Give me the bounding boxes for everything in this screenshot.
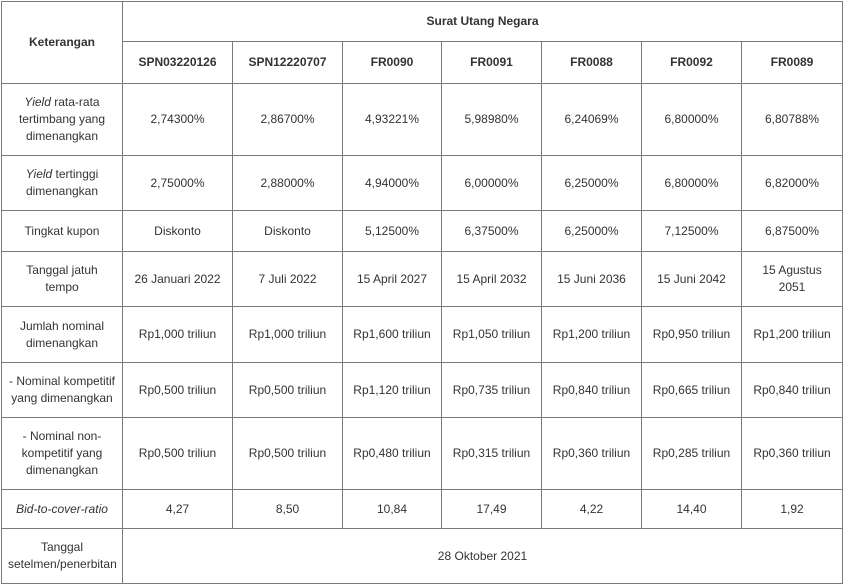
table-cell: 6,37500%: [442, 211, 542, 252]
table-cell: 15 April 2032: [442, 252, 542, 307]
table-cell: 6,24069%: [542, 84, 642, 156]
table-cell: Diskonto: [233, 211, 343, 252]
table-cell: 2,86700%: [233, 84, 343, 156]
series-header: FR0091: [442, 42, 542, 84]
table-cell: 6,82000%: [742, 156, 843, 211]
row-label-part: Jumlah nominal dimenangkan: [19, 318, 105, 350]
table-cell: Rp0,500 triliun: [123, 418, 233, 490]
row-label: [2, 363, 123, 418]
series-header: FR0088: [542, 42, 642, 84]
table-cell: 8,50: [233, 490, 343, 529]
header-keterangan: Keterangan: [2, 2, 123, 84]
table-cell: 6,87500%: [742, 211, 843, 252]
row-label-part: Yield: [24, 95, 51, 109]
table-cell: Rp0,840 triliun: [542, 363, 642, 418]
table-cell: 15 Juni 2036: [542, 252, 642, 307]
table-cell: 17,49: [442, 490, 542, 529]
row-label-part: - Nominal non-kompetitif yang dimenangkan: [21, 429, 103, 477]
table-cell: 7 Juli 2022: [233, 252, 343, 307]
row-label-part: Tingkat kupon: [24, 223, 100, 238]
table-cell: 2,75000%: [123, 156, 233, 211]
row-label-part: Bid-to-cover-ratio: [16, 501, 108, 516]
row-label-part: Yield: [25, 167, 53, 181]
table-row: [2, 418, 843, 490]
table-cell: Rp1,120 triliun: [343, 363, 442, 418]
table-cell: Rp0,360 triliun: [542, 418, 642, 490]
table-row: [2, 211, 843, 252]
table-row: [2, 307, 843, 363]
table-cell: 14,40: [642, 490, 742, 529]
table-cell: 15 Agustus 2051: [742, 252, 843, 307]
table-cell: 7,12500%: [642, 211, 742, 252]
table-cell: 5,12500%: [343, 211, 442, 252]
row-label-part: - Nominal kompetitif yang dimenangkan: [8, 374, 116, 405]
table-cell: Rp0,500 triliun: [233, 363, 343, 418]
table-cell: 2,88000%: [233, 156, 343, 211]
row-label: [2, 84, 123, 156]
table-cell: 6,80000%: [642, 84, 742, 156]
table-cell: Rp0,360 triliun: [742, 418, 843, 490]
table-cell: Rp1,000 triliun: [123, 307, 233, 363]
table-cell: 2,74300%: [123, 84, 233, 156]
table-cell: 4,94000%: [343, 156, 442, 211]
row-label: [2, 156, 123, 211]
settlement-label: Tanggal setelmen/penerbitan: [2, 529, 123, 584]
table-cell: 6,25000%: [542, 156, 642, 211]
table-cell: Rp0,480 triliun: [343, 418, 442, 490]
row-label-part: rata-rata tertimbang yang dimenangkan: [18, 95, 106, 143]
table-cell: Rp1,600 triliun: [343, 307, 442, 363]
auction-results-table: [1, 1, 843, 584]
table-cell: Rp0,500 triliun: [123, 363, 233, 418]
table-row: [2, 156, 843, 211]
table-cell: Rp0,285 triliun: [642, 418, 742, 490]
settlement-row: [2, 529, 843, 584]
table-cell: 6,80000%: [642, 156, 742, 211]
header-row-top: [2, 2, 843, 42]
header-row-series: [2, 42, 843, 84]
series-header: FR0092: [642, 42, 742, 84]
table-cell: Rp0,840 triliun: [742, 363, 843, 418]
table-cell: 6,25000%: [542, 211, 642, 252]
table-cell: 4,93221%: [343, 84, 442, 156]
table-cell: Rp0,735 triliun: [442, 363, 542, 418]
table-cell: 4,22: [542, 490, 642, 529]
series-header: SPN03220126: [123, 42, 233, 84]
table-cell: 15 Juni 2042: [642, 252, 742, 307]
table-row: [2, 252, 843, 307]
row-label-part: Tanggal jatuh tempo: [26, 263, 98, 294]
table-cell: Rp1,000 triliun: [233, 307, 343, 363]
row-label: [2, 307, 123, 363]
table-cell: Rp0,950 triliun: [642, 307, 742, 363]
series-header: FR0090: [343, 42, 442, 84]
table-cell: Diskonto: [123, 211, 233, 252]
table-cell: Rp1,200 triliun: [542, 307, 642, 363]
table-cell: Rp0,315 triliun: [442, 418, 542, 490]
table-cell: Rp0,665 triliun: [642, 363, 742, 418]
table-cell: 1,92: [742, 490, 843, 529]
header-surat-utang-negara: Surat Utang Negara: [123, 2, 843, 42]
table-row: [2, 363, 843, 418]
row-label-part: tertinggi dimenangkan: [25, 167, 99, 198]
settlement-date: 28 Oktober 2021: [123, 529, 843, 584]
table-cell: 10,84: [343, 490, 442, 529]
row-label: [2, 490, 123, 529]
table-cell: 26 Januari 2022: [123, 252, 233, 307]
table-cell: 4,27: [123, 490, 233, 529]
table-cell: 5,98980%: [442, 84, 542, 156]
table-cell: Rp0,500 triliun: [233, 418, 343, 490]
table-row: [2, 84, 843, 156]
table-cell: 15 April 2027: [343, 252, 442, 307]
table-cell: Rp1,200 triliun: [742, 307, 843, 363]
row-label: [2, 211, 123, 252]
table-cell: Rp1,050 triliun: [442, 307, 542, 363]
row-label: [2, 252, 123, 307]
table-cell: 6,80788%: [742, 84, 843, 156]
row-label: [2, 418, 123, 490]
table-row: [2, 490, 843, 529]
series-header: SPN12220707: [233, 42, 343, 84]
table-cell: 6,00000%: [442, 156, 542, 211]
series-header: FR0089: [742, 42, 843, 84]
